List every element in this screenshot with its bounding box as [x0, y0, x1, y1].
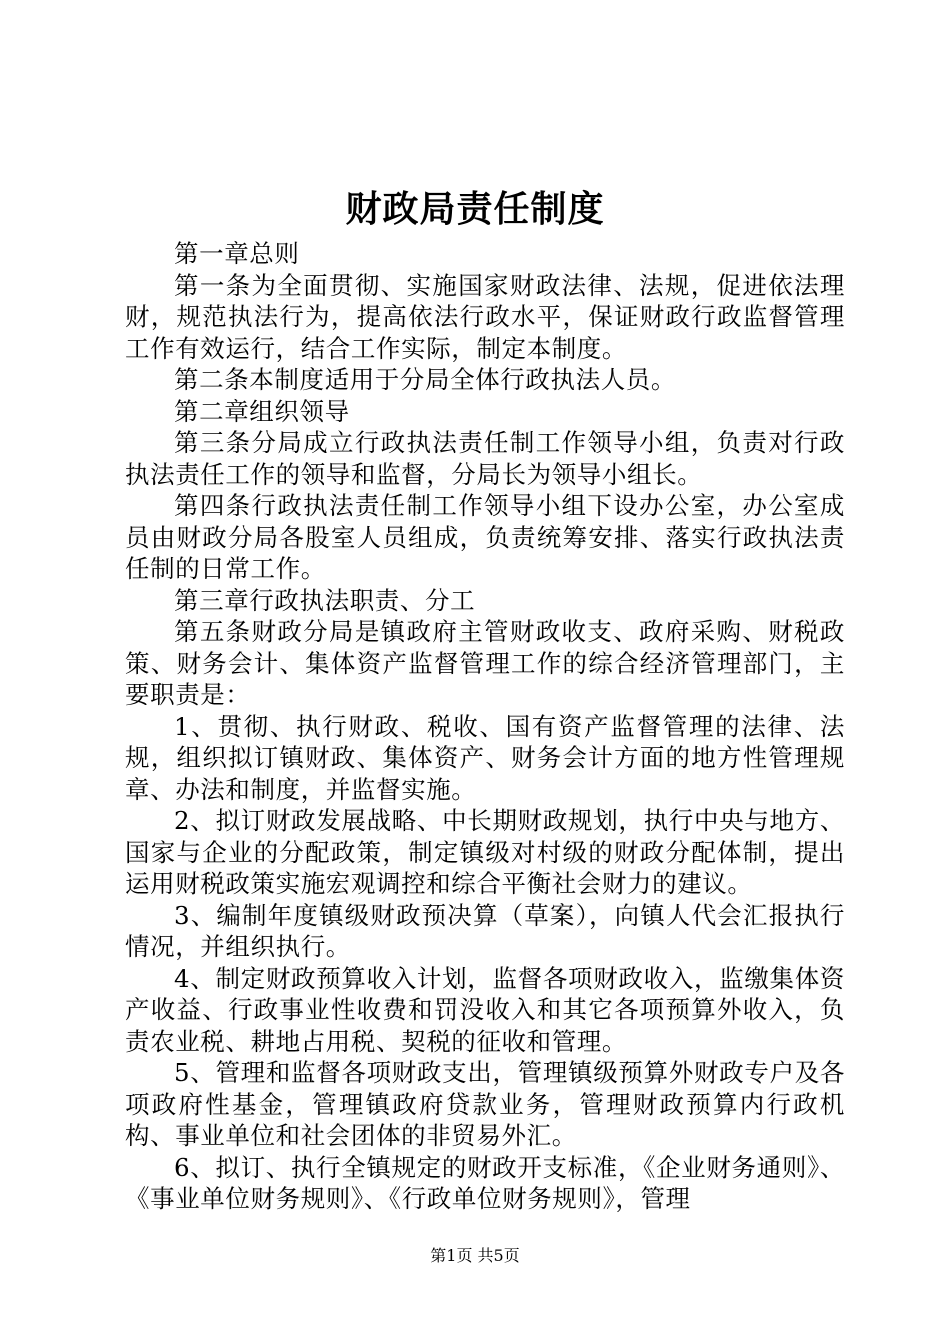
- list-item: 1、贯彻、执行财政、税收、国有资产监督管理的法律、法规，组织拟订镇财政、集体资产、财务会计方面的地方性管理规章、办法和制度，并监督实施。: [125, 711, 845, 804]
- paragraph: 第一条为全面贯彻、实施国家财政法律、法规，促进依法理财，规范执法行为，提高依法行政水平，保证财政行政监督管理工作有效运行，结合工作实际，制定本制度。: [125, 270, 845, 363]
- list-item: 6、拟订、执行全镇规定的财政开支标准，《企业财务通则》、《事业单位财务规则》、《行政单位财务规则》，管理: [125, 1152, 845, 1213]
- page-number: 第1页 共5页: [430, 1246, 520, 1265]
- list-item: 3、编制年度镇级财政预决算（草案），向镇人代会汇报执行情况，并组织执行。: [125, 900, 845, 961]
- chapter-heading: 第三章行政执法职责、分工: [174, 585, 476, 615]
- paragraph: 第五条财政分局是镇政府主管财政收支、政府采购、财税政策、财务会计、集体资产监督管理工作的综合经济管理部门，主要职责是：: [125, 617, 845, 709]
- chapter-heading: 第二章组织领导: [174, 396, 350, 426]
- document-body: [125, 238, 845, 1215]
- paragraph: 第四条行政执法责任制工作领导小组下设办公室，办公室成员由财政分局各股室人员组成，负责统筹安排、落实行政执法责任制的日常工作。: [125, 491, 845, 583]
- list-item: 4、制定财政预算收入计划，监督各项财政收入，监缴集体资产收益、行政事业性收费和罚没收入和其它各项预算外收入，负责农业税、耕地占用税、契税的征收和管理。: [125, 963, 845, 1056]
- document-title: 财政局责任制度: [345, 188, 605, 230]
- list-item: 5、管理和监督各项财政支出，管理镇级预算外财政专户及各项政府性基金，管理镇政府贷款业务，管理财政预算内行政机构、事业单位和社会团体的非贸易外汇。: [125, 1058, 845, 1150]
- paragraph: 第二条本制度适用于分局全体行政执法人员。: [174, 365, 676, 394]
- chapter-heading: 第一章总则: [174, 239, 300, 268]
- list-item: 2、拟订财政发展战略、中长期财政规划，执行中央与地方、国家与企业的分配政策，制定镇级对村级的财政分配体制，提出运用财税政策实施宏观调控和综合平衡社会财力的建议。: [125, 806, 845, 898]
- paragraph: 第三条分局成立行政执法责任制工作领导小组，负责对行政执法责任工作的领导和监督，分局长为领导小组长。: [125, 428, 845, 489]
